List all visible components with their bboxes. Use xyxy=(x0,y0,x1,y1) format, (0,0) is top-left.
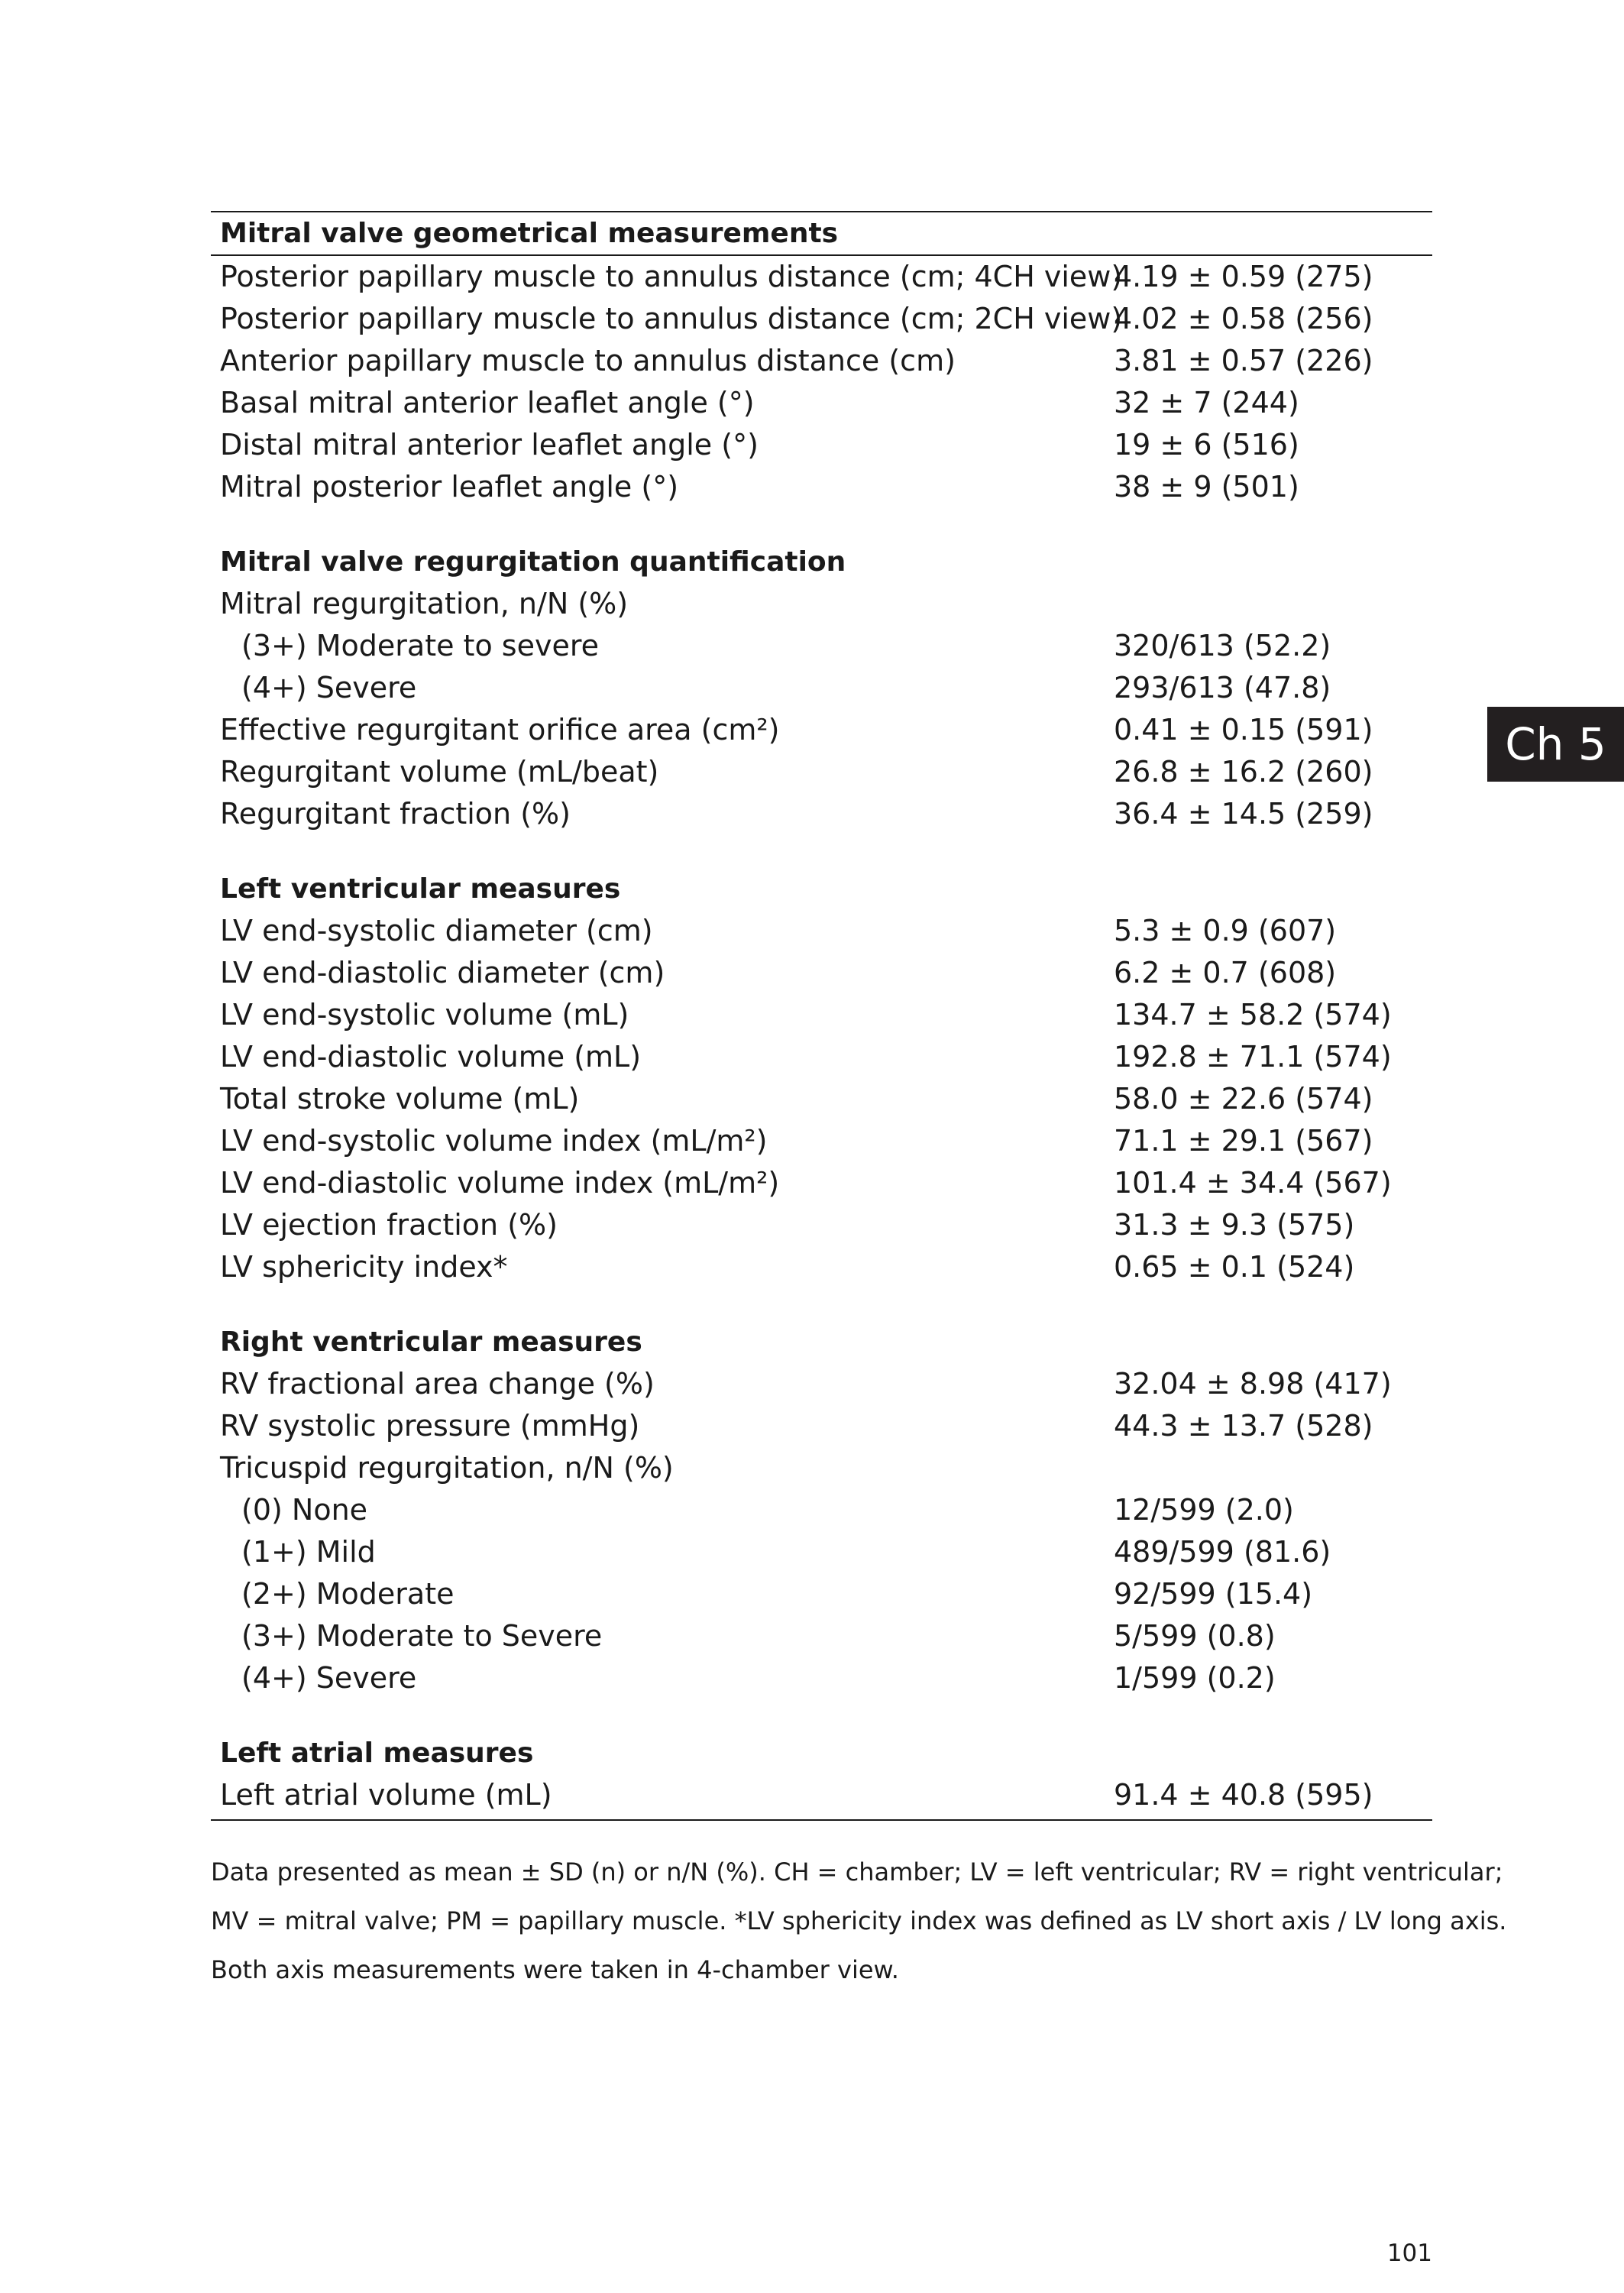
row-label: LV end-systolic volume (mL) xyxy=(220,998,629,1032)
section-title: Left atrial measures xyxy=(220,1738,534,1769)
row-label: (0) None xyxy=(241,1493,368,1527)
table-row xyxy=(211,1531,1432,1573)
table-row xyxy=(211,340,1432,382)
row-label: LV end-diastolic volume (mL) xyxy=(220,1040,642,1074)
section-header xyxy=(211,541,1432,583)
row-value: 36.4 ± 14.5 (259) xyxy=(1114,797,1373,831)
row-label: LV end-systolic volume index (mL/m²) xyxy=(220,1124,768,1158)
row-label: (4+) Severe xyxy=(241,1661,417,1695)
table-row xyxy=(211,1120,1432,1162)
row-value: 4.02 ± 0.58 (256) xyxy=(1114,302,1373,335)
row-value: 5/599 (0.8) xyxy=(1114,1619,1276,1653)
row-label: (3+) Moderate to severe xyxy=(241,629,599,662)
table-row xyxy=(211,1246,1432,1288)
row-label: Regurgitant volume (mL/beat) xyxy=(220,755,659,789)
row-label: (3+) Moderate to Severe xyxy=(241,1619,603,1653)
row-label: RV systolic pressure (mmHg) xyxy=(220,1409,640,1443)
table-row xyxy=(211,1573,1432,1615)
row-label: (1+) Mild xyxy=(241,1535,376,1569)
table-row xyxy=(211,1078,1432,1120)
table-row xyxy=(211,1615,1432,1657)
row-value: 32 ± 7 (244) xyxy=(1114,386,1299,419)
table-row xyxy=(211,466,1432,508)
row-value: 32.04 ± 8.98 (417) xyxy=(1114,1367,1392,1401)
row-value: 26.8 ± 16.2 (260) xyxy=(1114,755,1373,789)
row-label: Mitral posterior leaflet angle (°) xyxy=(220,470,679,504)
row-value: 12/599 (2.0) xyxy=(1114,1493,1294,1527)
row-label: LV end-diastolic volume index (mL/m²) xyxy=(220,1166,780,1200)
table-row xyxy=(211,952,1432,994)
footnote-line: MV = mitral valve; PM = papillary muscle. *LV sphericity index was defined as LV short axis / LV long axis. xyxy=(211,1906,1507,1935)
table-row xyxy=(211,1036,1432,1078)
row-label: Left atrial volume (mL) xyxy=(220,1778,552,1812)
row-value: 58.0 ± 22.6 (574) xyxy=(1114,1082,1373,1116)
table-row xyxy=(211,625,1432,667)
footnote-line: Both axis measurements were taken in 4-chamber view. xyxy=(211,1955,899,1984)
row-value: 192.8 ± 71.1 (574) xyxy=(1114,1040,1392,1074)
row-label: Basal mitral anterior leaflet angle (°) xyxy=(220,386,755,419)
row-value: 19 ± 6 (516) xyxy=(1114,428,1299,462)
row-value: 4.19 ± 0.59 (275) xyxy=(1114,260,1373,293)
row-value: 293/613 (47.8) xyxy=(1114,671,1331,704)
section-title: Right ventricular measures xyxy=(220,1326,642,1358)
table-row xyxy=(211,1774,1432,1816)
table-row xyxy=(211,994,1432,1036)
row-label: RV fractional area change (%) xyxy=(220,1367,655,1401)
row-value: 101.4 ± 34.4 (567) xyxy=(1114,1166,1392,1200)
row-value: 91.4 ± 40.8 (595) xyxy=(1114,1778,1373,1812)
row-label: LV sphericity index* xyxy=(220,1250,508,1284)
row-value: 1/599 (0.2) xyxy=(1114,1661,1276,1695)
table-footnotes xyxy=(211,1848,1507,1994)
table-row xyxy=(211,424,1432,466)
section-header xyxy=(211,868,1432,910)
row-value: 3.81 ± 0.57 (226) xyxy=(1114,344,1373,377)
table-row xyxy=(211,1162,1432,1204)
measurements-table xyxy=(211,211,1432,1821)
row-value: 92/599 (15.4) xyxy=(1114,1577,1313,1611)
row-label: LV end-diastolic diameter (cm) xyxy=(220,956,665,989)
row-value: 0.41 ± 0.15 (591) xyxy=(1114,713,1373,747)
row-label: LV end-systolic diameter (cm) xyxy=(220,914,653,947)
row-label: Total stroke volume (mL) xyxy=(220,1082,580,1116)
row-value: 320/613 (52.2) xyxy=(1114,629,1331,662)
row-value: 0.65 ± 0.1 (524) xyxy=(1114,1250,1355,1284)
row-label: LV ejection fraction (%) xyxy=(220,1208,558,1242)
table-row xyxy=(211,1204,1432,1246)
row-value: 38 ± 9 (501) xyxy=(1114,470,1299,504)
row-value: 44.3 ± 13.7 (528) xyxy=(1114,1409,1373,1443)
table-row xyxy=(211,1405,1432,1447)
row-value: 134.7 ± 58.2 (574) xyxy=(1114,998,1392,1032)
row-label: (2+) Moderate xyxy=(241,1577,455,1611)
table-row xyxy=(211,751,1432,793)
section-title: Mitral valve regurgitation quantification xyxy=(220,546,846,578)
chapter-tab: Ch 5 xyxy=(1487,707,1624,782)
row-value: 71.1 ± 29.1 (567) xyxy=(1114,1124,1373,1158)
row-value: 6.2 ± 0.7 (608) xyxy=(1114,956,1337,989)
row-label: Posterior papillary muscle to annulus distance (cm; 2CH view) xyxy=(220,302,1123,335)
table-row xyxy=(211,709,1432,751)
row-label: Distal mitral anterior leaflet angle (°) xyxy=(220,428,759,462)
section-title: Mitral valve geometrical measurements xyxy=(220,218,839,249)
section-header xyxy=(211,1321,1432,1363)
row-label: Mitral regurgitation, n/N (%) xyxy=(220,587,629,620)
table-row xyxy=(211,382,1432,424)
table-row xyxy=(211,298,1432,340)
row-value: 31.3 ± 9.3 (575) xyxy=(1114,1208,1355,1242)
row-value: 5.3 ± 0.9 (607) xyxy=(1114,914,1337,947)
section-header xyxy=(211,1732,1432,1774)
row-value: 489/599 (81.6) xyxy=(1114,1535,1331,1569)
table-row xyxy=(211,910,1432,952)
row-label: Posterior papillary muscle to annulus distance (cm; 4CH view) xyxy=(220,260,1123,293)
row-label: Anterior papillary muscle to annulus distance (cm) xyxy=(220,344,956,377)
table-row xyxy=(211,583,1432,625)
table-row xyxy=(211,1489,1432,1531)
row-label: (4+) Severe xyxy=(241,671,417,704)
section-title: Left ventricular measures xyxy=(220,873,621,905)
row-label: Regurgitant fraction (%) xyxy=(220,797,571,831)
table-row xyxy=(211,667,1432,709)
table-row xyxy=(211,1363,1432,1405)
footnote-line: Data presented as mean ± SD (n) or n/N (%). CH = chamber; LV = left ventricular; RV = right ventricular; xyxy=(211,1857,1503,1887)
table-row xyxy=(211,1657,1432,1699)
row-label: Effective regurgitant orifice area (cm²) xyxy=(220,713,780,747)
table-row xyxy=(211,256,1432,298)
table-row xyxy=(211,793,1432,835)
table-row xyxy=(211,1447,1432,1489)
page-number: 101 xyxy=(1386,2240,1432,2267)
row-label: Tricuspid regurgitation, n/N (%) xyxy=(220,1451,674,1485)
section-header xyxy=(211,212,1432,256)
